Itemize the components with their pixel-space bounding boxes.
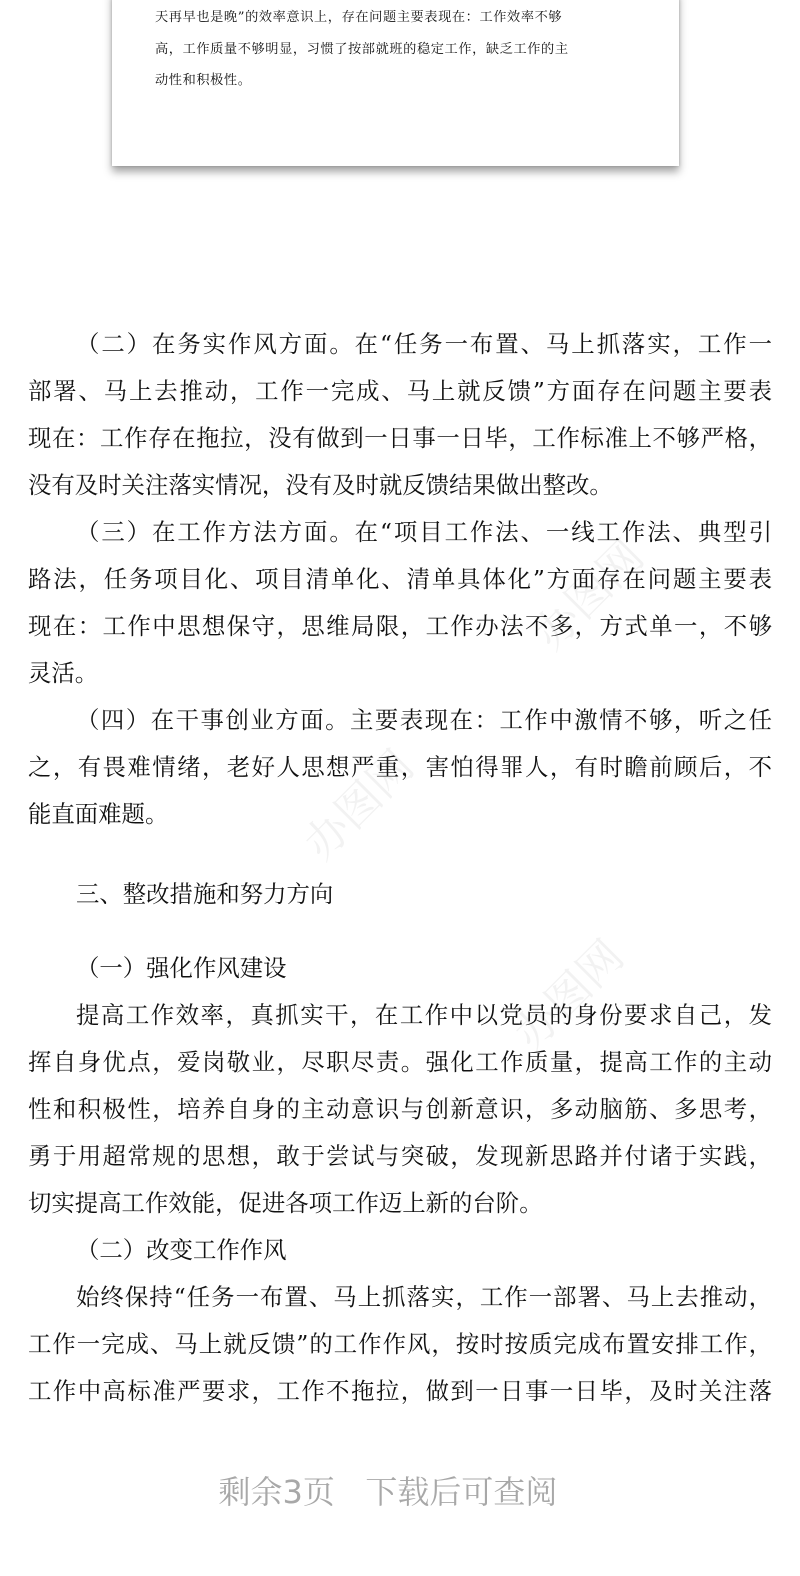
paragraph-line: 之，有畏难情绪，老好人思想严重，害怕得罪人，有时瞻前顾后，不 <box>28 753 772 781</box>
paragraph-line: （四）在干事创业方面。主要表现在：工作中激情不够，听之任 <box>76 706 772 734</box>
watermark: 办图网 <box>524 530 654 660</box>
paragraph-line: 性和积极性，培养自身的主动意识与创新意识，多动脑筋、多思考， <box>28 1095 772 1123</box>
paragraph <box>28 697 772 838</box>
watermark: 办图网 <box>504 930 634 1060</box>
paragraph-line: 提高工作效率，真抓实干，在工作中以党员的身份要求自己，发 <box>76 1001 772 1029</box>
paragraph-line: 能直面难题。 <box>28 800 169 828</box>
paragraph-line: （二）改变工作作风 <box>76 1236 287 1264</box>
paragraph <box>28 1274 772 1415</box>
paragraph-line: 现在：工作存在拖拉，没有做到一日事一日毕，工作标准上不够严格， <box>28 424 772 452</box>
paragraph-line: 挥自身优点，爱岗敬业，尽职尽责。强化工作质量，提高工作的主动 <box>28 1048 772 1076</box>
paragraph <box>28 945 772 992</box>
paragraph-line: 切实提高工作效能，促进各项工作迈上新的台阶。 <box>28 1189 543 1217</box>
paragraph-line: 勇于用超常规的思想，敢于尝试与突破，发现新思路并付诸于实践， <box>28 1142 772 1170</box>
document-body <box>28 321 772 1415</box>
paragraph-line: 工作一完成、马上就反馈”的工作作风，按时按质完成布置安排工作， <box>28 1330 772 1358</box>
paragraph-line: 始终保持“任务一布置、马上抓落实，工作一部署、马上去推动， <box>76 1283 772 1311</box>
card-text-line: 天再早也是晚”的效率意识上，存在问题主要表现在：工作效率不够 <box>155 10 563 25</box>
card-text-line: 高，工作质量不够明显，习惯了按部就班的稳定工作，缺乏工作的主 <box>155 41 569 57</box>
paragraph-line: 没有及时关注落实情况，没有及时就反馈结果做出整改。 <box>28 471 613 499</box>
card-text-line: 动性和积极性。 <box>155 73 252 88</box>
section-heading: 三、整改措施和努力方向 <box>76 880 334 908</box>
paragraph <box>28 992 772 1227</box>
paragraph-line: （三）在工作方法方面。在“项目工作法、一线工作法、典型引 <box>76 518 772 546</box>
paragraph <box>28 1227 772 1274</box>
previous-page-card <box>112 0 679 166</box>
paragraph-line: （二）在务实作风方面。在“任务一布置、马上抓落实，工作一 <box>76 330 772 358</box>
paragraph-line: 工作中高标准严要求，工作不拖拉，做到一日事一日毕，及时关注落 <box>28 1377 772 1405</box>
remaining-pages-notice[interactable]: 剩余3页 下载后可查阅 <box>218 1473 558 1511</box>
paragraph-line: （一）强化作风建设 <box>76 954 287 982</box>
paragraph-line: 现在：工作中思想保守，思维局限，工作办法不多，方式单一，不够 <box>28 612 772 640</box>
paragraph-line: 路法，任务项目化、项目清单化、清单具体化”方面存在问题主要表 <box>28 565 772 593</box>
paragraph <box>28 509 772 697</box>
paragraph-line: 灵活。 <box>28 659 99 687</box>
paragraph <box>28 321 772 509</box>
previous-page-text <box>155 2 569 97</box>
watermark: 办图网 <box>294 740 424 870</box>
paragraph-line: 部署、马上去推动，工作一完成、马上就反馈”方面存在问题主要表 <box>28 377 772 405</box>
